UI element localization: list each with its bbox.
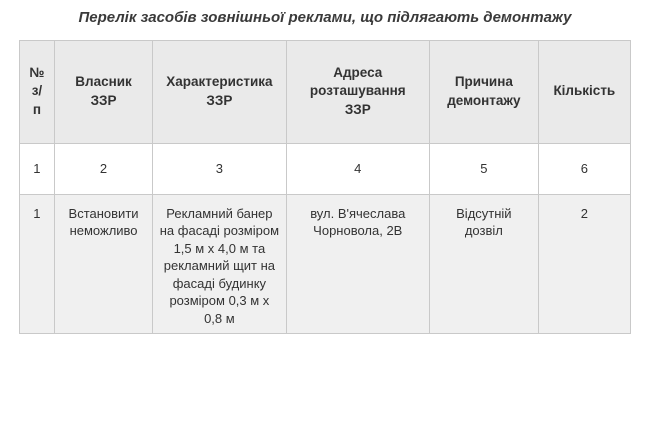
column-header-number-line-1: № — [29, 65, 45, 81]
column-header-quantity-line-1: Кількість — [553, 83, 616, 99]
column-number-4: 4 — [286, 143, 430, 194]
table-header-row — [20, 40, 631, 143]
cell-index: 1 — [20, 194, 55, 334]
column-header-address-line-3: ЗЗР — [344, 101, 371, 117]
cell-characteristic: Рекламний банер на фасаді розміром 1,5 м х 4,0 м та рекламний щит на фасаді будинку розміром 0,3 м х 0,8 м — [153, 194, 286, 334]
cell-quantity: 2 — [538, 194, 630, 334]
column-header-address — [286, 40, 430, 143]
column-header-number-line-2: з/ — [31, 83, 43, 99]
column-header-characteristic-line-2: ЗЗР — [206, 92, 233, 108]
table-row — [20, 194, 631, 334]
cell-owner: Встановити неможливо — [54, 194, 152, 334]
column-header-owner-line-1: Власник — [75, 74, 132, 90]
column-number-2: 2 — [54, 143, 152, 194]
column-header-reason-line-1: Причина — [454, 74, 513, 90]
column-header-address-line-1: Адреса — [333, 65, 383, 81]
page-title: Перелік засобів зовнішньої реклами, що підлягають демонтажу — [78, 9, 572, 26]
demontazh-table — [19, 40, 631, 335]
column-header-address-line-2: розташування — [309, 83, 406, 99]
table-column-number-row — [20, 143, 631, 194]
column-number-3: 3 — [153, 143, 286, 194]
column-number-1: 1 — [20, 143, 55, 194]
column-header-owner — [54, 40, 152, 143]
column-header-characteristic — [153, 40, 286, 143]
column-header-reason — [430, 40, 539, 143]
column-number-6: 6 — [538, 143, 630, 194]
column-header-number-line-3: п — [32, 101, 41, 117]
column-number-5: 5 — [430, 143, 539, 194]
cell-reason: Відсутній дозвіл — [430, 194, 539, 334]
column-header-characteristic-line-1: Характеристика — [166, 74, 273, 90]
column-header-reason-line-2: демонтажу — [447, 92, 521, 108]
column-header-quantity — [538, 40, 630, 143]
column-header-number — [20, 40, 55, 143]
column-header-owner-line-2: ЗЗР — [90, 92, 117, 108]
cell-address: вул. В'ячеслава Чорновола, 2В — [286, 194, 430, 334]
